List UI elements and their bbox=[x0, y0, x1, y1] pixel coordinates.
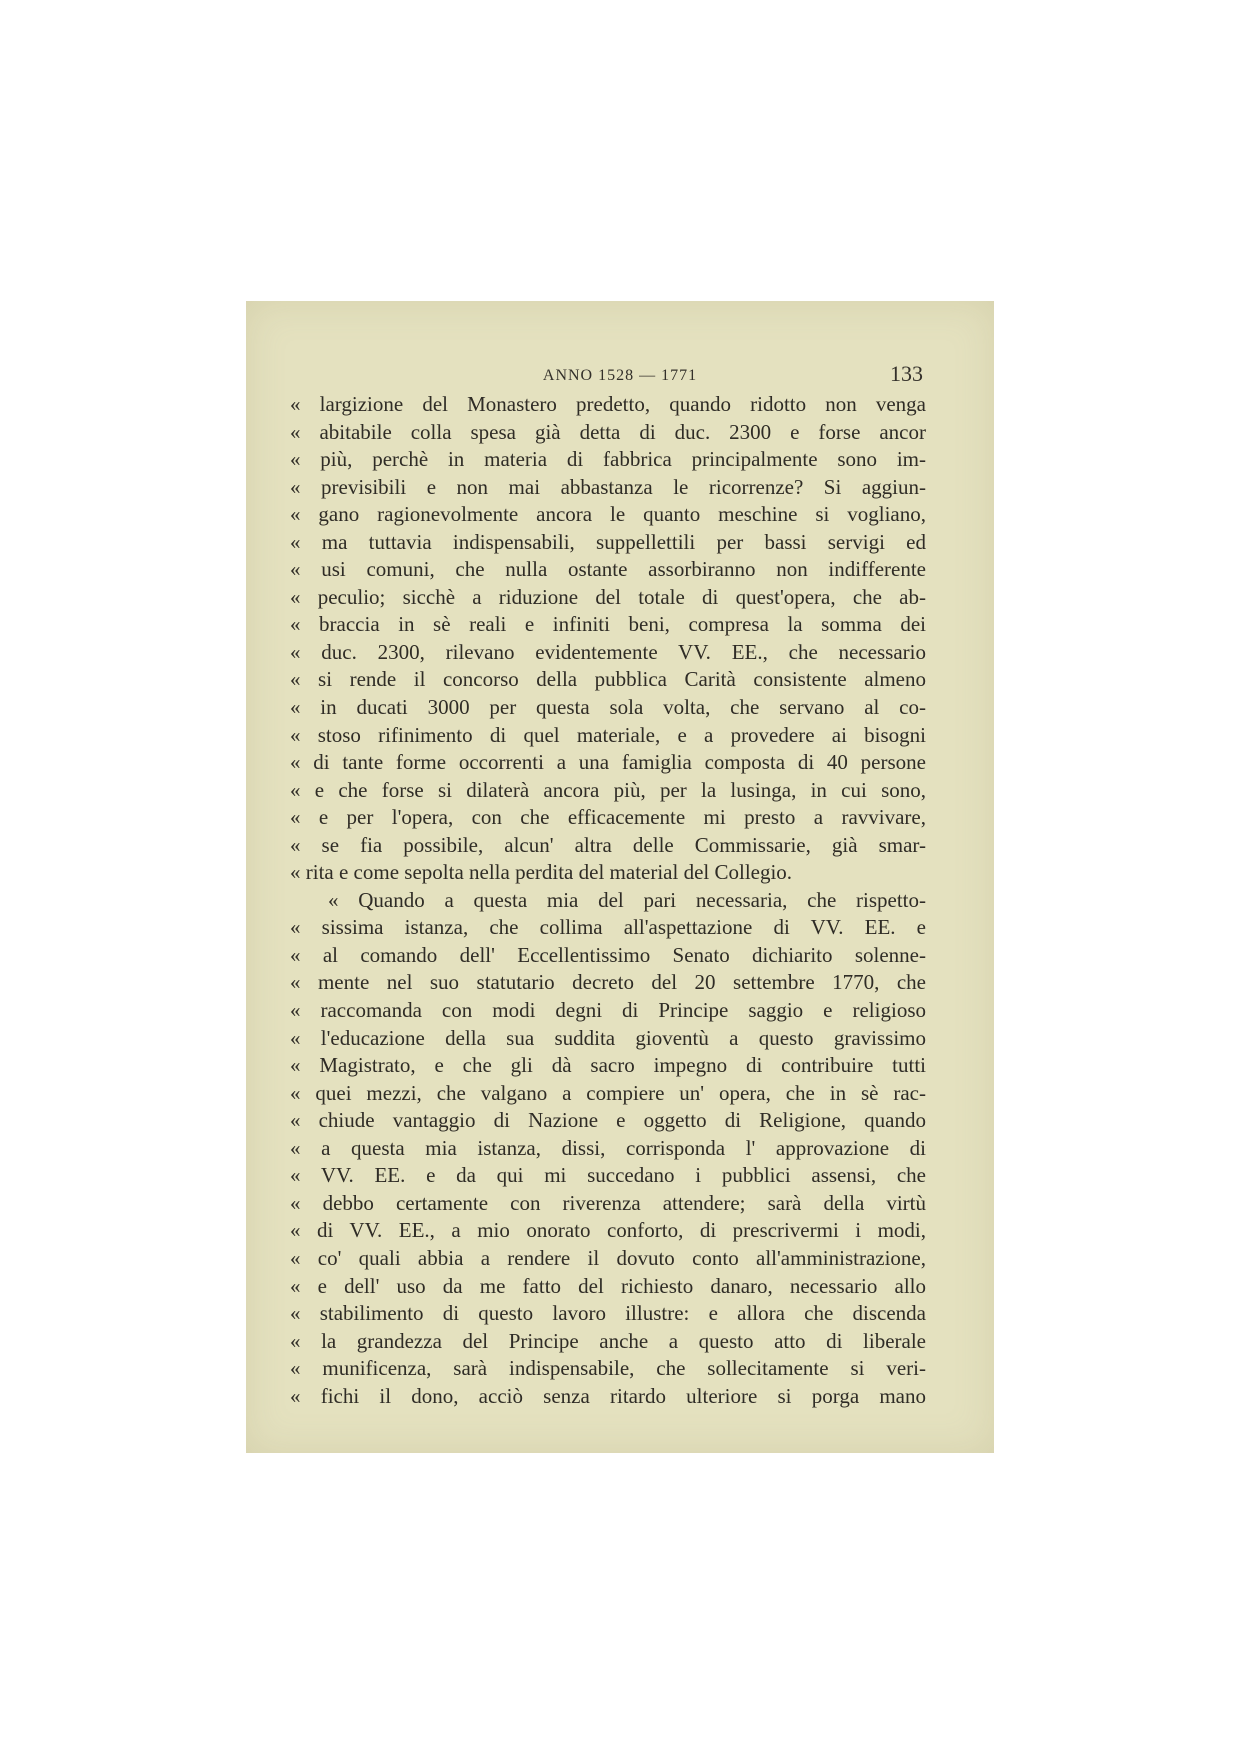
text-line: « quei mezzi, che valgano a compiere un' opera, che in sè rac- bbox=[290, 1080, 926, 1105]
text-line: « previsibili e non mai abbastanza le ricorrenze? Si aggiun- bbox=[290, 474, 926, 499]
text-line: « gano ragionevolmente ancora le quanto meschine si vogliano, bbox=[290, 502, 926, 527]
text-line: « peculio; sicchè a riduzione del totale di quest'opera, che ab- bbox=[290, 584, 926, 609]
text-line: « stabilimento di questo lavoro illustre: e allora che discenda bbox=[290, 1301, 926, 1326]
text-line: « fichi il dono, acciò senza ritardo ulteriore si porga mano bbox=[290, 1383, 926, 1408]
text-line: « e dell' uso da me fatto del richiesto danaro, necessario allo bbox=[290, 1273, 926, 1298]
text-line: « in ducati 3000 per questa sola volta, che servano al co- bbox=[290, 695, 926, 720]
text-line: « usi comuni, che nulla ostante assorbiranno non indifferente bbox=[290, 557, 926, 582]
text-line: « più, perchè in materia di fabbrica principalmente sono im- bbox=[290, 447, 926, 472]
running-title: ANNO 1528 — 1771 bbox=[542, 367, 698, 384]
text-line: « di tante forme occorrenti a una famiglia composta di 40 persone bbox=[290, 750, 926, 775]
text-line: « duc. 2300, rilevano evidentemente VV. EE., che necessario bbox=[290, 639, 926, 664]
text-line: « debbo certamente con riverenza attendere; sarà della virtù bbox=[290, 1190, 926, 1215]
page-number: 133 bbox=[890, 361, 923, 386]
text-line: « raccomanda con modi degni di Principe saggio e religioso bbox=[290, 998, 926, 1023]
text-line: « co' quali abbia a rendere il dovuto conto all'amministrazione, bbox=[290, 1245, 926, 1270]
text-line: « mente nel suo statutario decreto del 20 settembre 1770, che bbox=[290, 970, 926, 995]
scanned-page bbox=[246, 301, 994, 1453]
body-text bbox=[290, 391, 926, 1410]
text-line: « di VV. EE., a mio onorato conforto, di prescrivermi i modi, bbox=[290, 1218, 926, 1243]
text-line: « la grandezza del Principe anche a questo atto di liberale bbox=[290, 1328, 926, 1353]
text-line: « e per l'opera, con che efficacemente mi presto a ravvivare, bbox=[290, 805, 926, 830]
text-line: « si rende il concorso della pubblica Carità consistente almeno bbox=[290, 667, 926, 692]
text-line: « rita e come sepolta nella perdita del material del Collegio. bbox=[290, 860, 793, 885]
text-line: « braccia in sè reali e infiniti beni, compresa la somma dei bbox=[290, 612, 926, 637]
text-line: « abitabile colla spesa già detta di duc. 2300 e forse ancor bbox=[290, 419, 926, 444]
text-line: « e che forse si dilaterà ancora più, per la lusinga, in cui sono, bbox=[290, 777, 926, 802]
text-line: « sissima istanza, che collima all'aspettazione di VV. EE. e bbox=[290, 915, 926, 940]
text-line: « Quando a questa mia del pari necessaria, che rispetto- bbox=[328, 887, 926, 912]
text-line: « ma tuttavia indispensabili, suppellettili per bassi servigi ed bbox=[290, 529, 926, 554]
text-line: « l'educazione della sua suddita gioventù a questo gravissimo bbox=[290, 1025, 926, 1050]
text-line: « al comando dell' Eccellentissimo Senato dichiarito solenne- bbox=[290, 942, 926, 967]
text-line: « a questa mia istanza, dissi, corrisponda l' approvazione di bbox=[290, 1135, 926, 1160]
text-line: « munificenza, sarà indispensabile, che sollecitamente si veri- bbox=[290, 1356, 926, 1381]
text-line: « se fia possibile, alcun' altra delle Commissarie, già smar- bbox=[290, 832, 926, 857]
running-header bbox=[246, 361, 994, 391]
text-line: « VV. EE. e da qui mi succedano i pubblici assensi, che bbox=[290, 1163, 926, 1188]
text-line: « chiude vantaggio di Nazione e oggetto di Religione, quando bbox=[290, 1108, 926, 1133]
text-line: « stoso rifinimento di quel materiale, e a provedere ai bisogni bbox=[290, 722, 926, 747]
text-line: « largizione del Monastero predetto, quando ridotto non venga bbox=[290, 392, 926, 416]
text-line: « Magistrato, e che gli dà sacro impegno di contribuire tutti bbox=[290, 1053, 926, 1078]
